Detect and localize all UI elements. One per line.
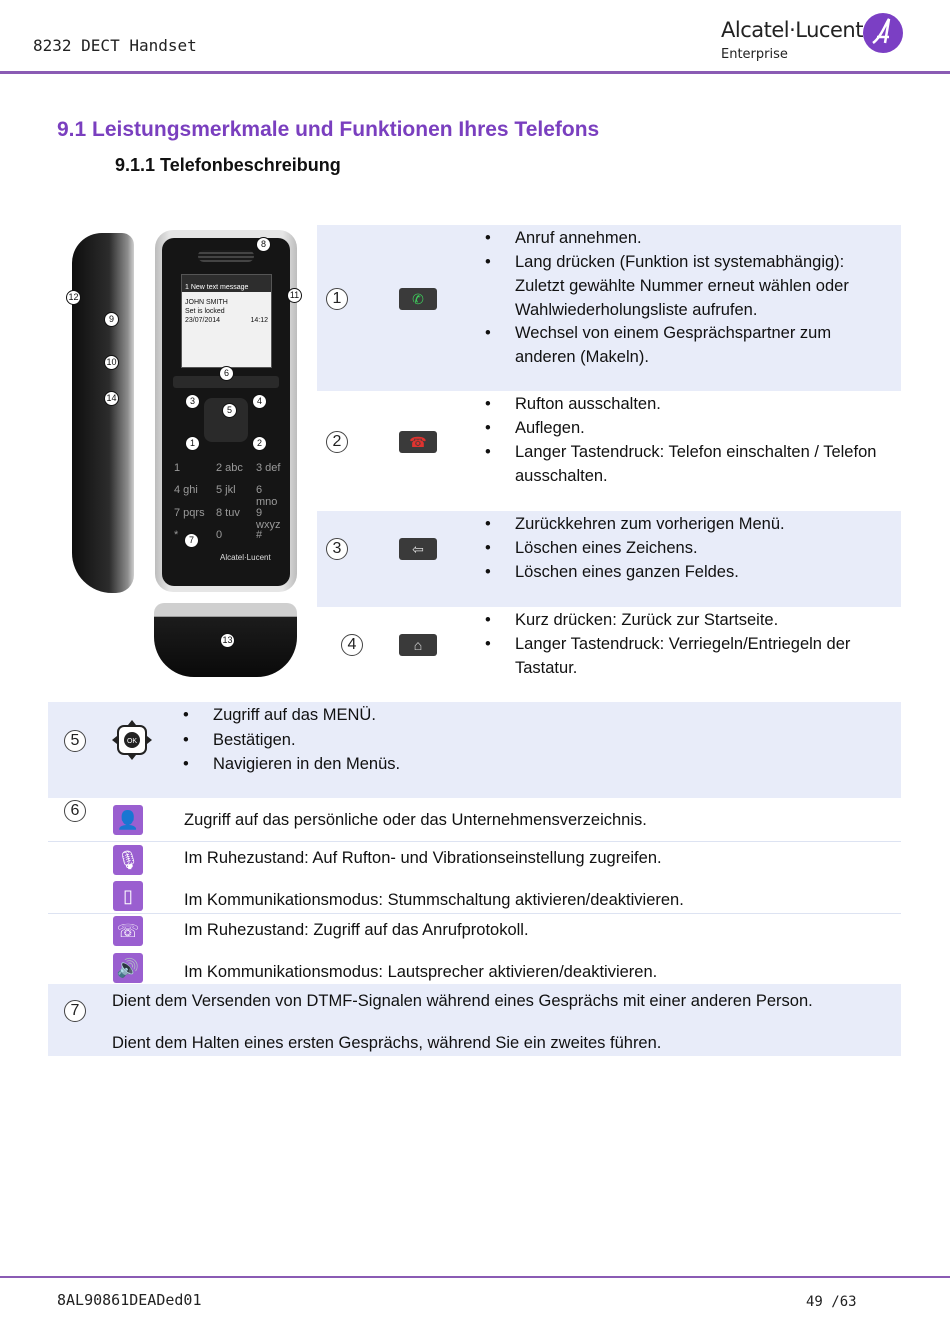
- callout-6: 6: [219, 366, 234, 381]
- keypad-key: 8 tuv: [216, 507, 240, 519]
- list-item: • Lang drücken (Funktion ist systemabhängig): Zuletzt gewählte Nummer erneut wählen oder Wahlwiederholungsliste aufrufen.: [515, 250, 895, 322]
- list-item: • Anruf annehmen.: [515, 226, 895, 250]
- row-number-2: 2: [326, 431, 348, 453]
- row-6-text-2: Im Ruhezustand: Auf Rufton- und Vibrationseinstellung zugreifen.: [184, 849, 662, 867]
- list-item: • Wechsel von einem Gesprächspartner zum anderen (Makeln).: [515, 321, 895, 369]
- phone-side-view: [72, 233, 134, 593]
- callout-5: 5: [222, 403, 237, 418]
- row-6-text-1: Zugriff auf das persönliche oder das Unternehmensverzeichnis.: [184, 811, 647, 829]
- document-id: 8AL90861DEADed01: [57, 1291, 202, 1309]
- green-call-key-icon: ✆: [399, 288, 437, 310]
- vibrate-icon: ▯: [113, 881, 143, 911]
- keypad-key: 9 wxyz: [256, 507, 281, 531]
- list-item: • Löschen eines Zeichens.: [515, 536, 895, 560]
- callout-11: 11: [287, 288, 302, 303]
- row-number-6: 6: [64, 800, 86, 822]
- list-item: • Navigieren in den Menüs.: [213, 752, 863, 776]
- contact-icon: 👤: [113, 805, 143, 835]
- list-item: • Auflegen.: [515, 416, 895, 440]
- callout-12: 12: [66, 290, 81, 305]
- keypad-key: #: [256, 529, 263, 541]
- home-lock-key-icon: ⌂: [399, 634, 437, 656]
- row-divider: [48, 841, 901, 842]
- subsection-heading: 9.1.1 Telefonbeschreibung: [115, 155, 341, 175]
- document-title: 8232 DECT Handset: [33, 36, 197, 55]
- row-number-7: 7: [64, 1000, 86, 1022]
- brand-name: Alcatel·Lucent: [721, 18, 863, 42]
- keypad-key: 2 abc: [216, 462, 243, 474]
- red-hangup-key-icon: ☎: [399, 431, 437, 453]
- callout-10: 10: [104, 355, 119, 370]
- callout-8: 8: [256, 237, 271, 252]
- row-divider: [48, 913, 901, 914]
- phone-screen: [181, 274, 272, 368]
- callout-4: 4: [252, 394, 267, 409]
- screen-status: Set is locked: [185, 308, 225, 315]
- callout-9: 9: [104, 312, 119, 327]
- row-number-1: 1: [326, 288, 348, 310]
- row-7-text-1: Dient dem Versenden von DTMF-Signalen während eines Gesprächs mit einer anderen Person.: [112, 992, 813, 1010]
- keypad-key: 5 jkl: [216, 484, 236, 496]
- screen-time: 14:12: [250, 317, 268, 324]
- keypad-key: 1: [174, 462, 181, 474]
- brand-subtitle: Enterprise: [721, 47, 788, 62]
- list-item: • Kurz drücken: Zurück zur Startseite.: [515, 608, 895, 632]
- list-item: • Langer Tastendruck: Verriegeln/Entriegeln der Tastatur.: [515, 632, 895, 680]
- back-key-icon: ⇦: [399, 538, 437, 560]
- screen-name: JOHN SMITH: [185, 299, 228, 306]
- section-heading: 9.1 Leistungsmerkmale und Funktionen Ihres Telefons: [57, 118, 600, 141]
- row-number-5: 5: [64, 730, 86, 752]
- keypad-key: 6 mno: [256, 484, 278, 508]
- keypad-key: 0: [216, 529, 223, 541]
- footer-divider: [0, 1276, 950, 1278]
- row-6-text-4: Im Ruhezustand: Zugriff auf das Anrufprotokoll.: [184, 921, 529, 939]
- keypad-key: 7 pqrs: [174, 507, 205, 519]
- keypad-key: 3 def: [256, 462, 281, 474]
- header-divider: [0, 71, 950, 74]
- mute-mic-icon: 🎙: [113, 845, 143, 875]
- phone-brand-label: Alcatel·Lucent: [220, 553, 271, 562]
- keypad-key: 4 ghi: [174, 484, 198, 496]
- ok-navigator-icon: [112, 720, 152, 760]
- speaker-icon: 🔊: [113, 953, 143, 983]
- svg-text:OK: OK: [126, 738, 138, 745]
- row-number-4: 4: [341, 634, 363, 656]
- brand-logo-icon: [863, 13, 903, 53]
- callout-14: 14: [104, 391, 119, 406]
- list-item: • Zurückkehren zum vorherigen Menü.: [515, 512, 895, 536]
- list-item: • Löschen eines ganzen Feldes.: [515, 560, 895, 584]
- row-number-3: 3: [326, 538, 348, 560]
- screen-date: 23/07/2014: [185, 317, 221, 324]
- callout-3: 3: [185, 394, 200, 409]
- screen-message: 1 New text message: [182, 283, 271, 292]
- callout-2: 2: [252, 436, 267, 451]
- callout-7: 7: [184, 533, 199, 548]
- keypad-key: *: [174, 529, 179, 541]
- list-item: • Rufton ausschalten.: [515, 392, 895, 416]
- row-6-text-5: Im Kommunikationsmodus: Lautsprecher aktivieren/deaktivieren.: [184, 963, 658, 981]
- list-item: • Zugriff auf das MENÜ.: [213, 703, 863, 727]
- call-log-icon: ☏: [113, 916, 143, 946]
- callout-1: 1: [185, 436, 200, 451]
- page-number: 49 /63: [806, 1294, 857, 1310]
- phone-earpiece: [198, 250, 254, 262]
- list-item: • Bestätigen.: [213, 728, 863, 752]
- callout-13: 13: [220, 633, 235, 648]
- row-7-text-2: Dient dem Halten eines ersten Gesprächs, während Sie ein zweites führen.: [112, 1034, 662, 1052]
- list-item: • Langer Tastendruck: Telefon einschalten / Telefon ausschalten.: [515, 440, 895, 488]
- row-6-text-3: Im Kommunikationsmodus: Stummschaltung aktivieren/deaktivieren.: [184, 891, 684, 909]
